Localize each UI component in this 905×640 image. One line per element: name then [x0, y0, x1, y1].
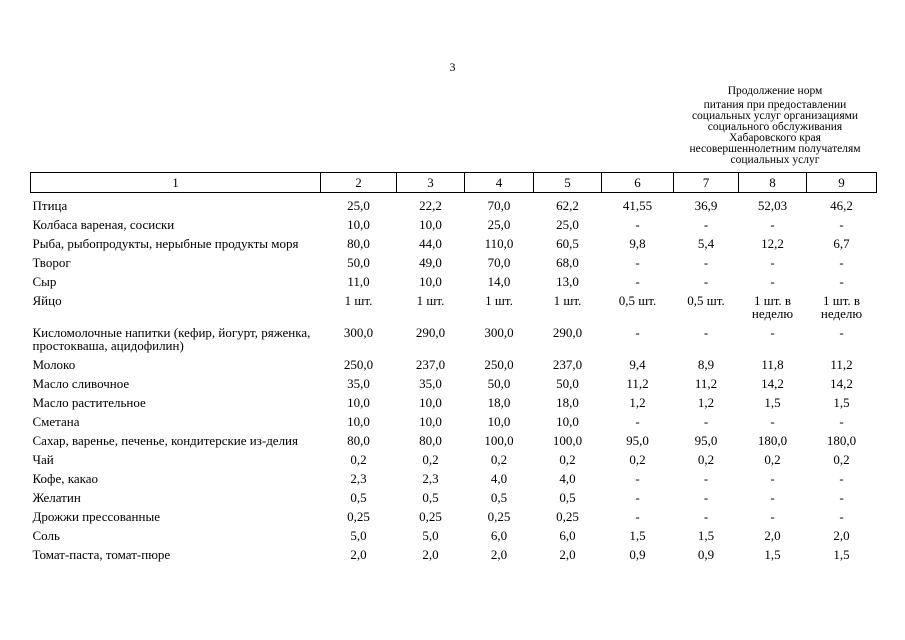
norm-value-cell: 95,0 — [626, 433, 649, 448]
norm-value-cell: 0,25 — [419, 509, 442, 524]
table-row — [31, 469, 877, 488]
product-name-cell: Птица — [32, 198, 68, 213]
norm-value-cell: 1,5 — [697, 528, 715, 543]
norm-value-cell: 14,0 — [487, 274, 511, 289]
norm-value-cell: - — [635, 471, 640, 486]
norm-value-cell: 18,0 — [487, 395, 511, 410]
norm-value-cell: 25,0 — [487, 217, 511, 232]
norm-value-cell: 10,0 — [419, 274, 442, 289]
norm-value-cell: - — [703, 325, 709, 340]
norm-value-cell: - — [703, 490, 709, 505]
norm-value-cell: 9,4 — [629, 357, 646, 372]
norm-value-cell: 10,0 — [347, 414, 370, 429]
norm-value-cell: 0,2 — [490, 452, 508, 467]
norm-value-cell: 1 шт. — [485, 293, 513, 308]
norm-value-cell: 300,0 — [484, 325, 514, 340]
norm-value-cell: 1 шт. в неделю — [751, 293, 794, 321]
norm-value-cell: 0,9 — [697, 547, 715, 562]
table-row — [31, 234, 877, 253]
norm-value-cell: - — [839, 255, 844, 270]
norm-value-cell: 1,5 — [629, 528, 646, 543]
norm-value-cell: 290,0 — [415, 325, 446, 340]
column-header: 3 — [397, 173, 465, 193]
table-row — [31, 374, 877, 393]
norm-value-cell: 0,2 — [350, 452, 367, 467]
norm-value-cell: 0,2 — [833, 452, 850, 467]
norm-value-cell: 4,0 — [559, 471, 576, 486]
norm-value-cell: - — [703, 274, 709, 289]
norm-value-cell: 13,0 — [556, 274, 579, 289]
norm-value-cell: - — [703, 414, 709, 429]
norm-value-cell: - — [703, 509, 709, 524]
product-name-cell: Колбаса вареная, сосиски — [32, 217, 175, 232]
norm-value-cell: 80,0 — [419, 433, 442, 448]
table-row — [31, 450, 877, 469]
column-header: 5 — [534, 173, 602, 193]
product-name-cell: Молоко — [32, 357, 76, 372]
norm-value-cell: 6,0 — [490, 528, 508, 543]
norm-value-cell: 14,2 — [830, 376, 853, 391]
norm-value-cell: 0,2 — [559, 452, 576, 467]
norm-value-cell: 0,2 — [764, 452, 781, 467]
norm-value-cell: 10,0 — [419, 414, 442, 429]
norm-value-cell: 2,0 — [559, 547, 576, 562]
norm-value-cell: 41,55 — [622, 198, 653, 213]
norm-value-cell: 180,0 — [757, 433, 788, 448]
norm-value-cell: 4,0 — [490, 471, 508, 486]
norm-value-cell: 9,8 — [629, 236, 646, 251]
norm-value-cell: - — [770, 471, 775, 486]
product-name-cell: Чай — [32, 452, 54, 467]
norm-value-cell: 0,5 шт. — [687, 293, 725, 308]
norm-value-cell: 100,0 — [484, 433, 514, 448]
column-header: 1 — [31, 173, 321, 193]
norm-value-cell: - — [635, 325, 640, 340]
norm-value-cell: 2,0 — [350, 547, 367, 562]
norm-value-cell: 2,0 — [490, 547, 508, 562]
norm-value-cell: - — [703, 217, 709, 232]
norm-value-cell: 1 шт. в неделю — [820, 293, 863, 321]
product-name-cell: Кофе, какао — [32, 471, 98, 486]
norm-value-cell: 2,0 — [833, 528, 850, 543]
product-name-cell: Творог — [32, 255, 71, 270]
norm-value-cell: 1 шт. — [344, 293, 373, 308]
product-name-cell: Томат-паста, томат-пюре — [32, 547, 171, 562]
norm-value-cell: 70,0 — [487, 255, 511, 270]
norm-value-cell: 8,9 — [697, 357, 715, 372]
norm-value-cell: 11,8 — [761, 357, 784, 372]
norm-value-cell: - — [770, 274, 775, 289]
norm-value-cell: 10,0 — [487, 414, 511, 429]
column-header: 6 — [602, 173, 674, 193]
norm-value-cell: 36,9 — [694, 198, 718, 213]
product-name-cell: Соль — [32, 528, 60, 543]
norm-value-cell: 44,0 — [419, 236, 442, 251]
norm-value-cell: 25,0 — [556, 217, 579, 232]
norm-value-cell: 11,2 — [626, 376, 649, 391]
product-name-cell: Масло растительное — [32, 395, 146, 410]
table-row — [31, 253, 877, 272]
product-name-cell: Сметана — [32, 414, 80, 429]
norm-value-cell: - — [839, 325, 844, 340]
norm-value-cell: - — [635, 509, 640, 524]
norm-value-cell: 10,0 — [419, 217, 442, 232]
column-header: 7 — [674, 173, 739, 193]
norm-value-cell: 1,5 — [764, 395, 781, 410]
norm-value-cell: 6,0 — [559, 528, 576, 543]
norm-value-cell: 0,2 — [697, 452, 715, 467]
table-row — [31, 215, 877, 234]
norm-value-cell: 180,0 — [826, 433, 857, 448]
norm-value-cell: 1 шт. — [416, 293, 445, 308]
continuation-subtitle: питания при предоставлении социальных услуг организациями социального обслуживания Хабаровского края несовершеннолетним получателям социальных услуг — [689, 99, 861, 166]
continuation-heading — [660, 86, 890, 166]
table-row — [31, 272, 877, 291]
norm-value-cell: - — [635, 274, 640, 289]
norm-value-cell: 80,0 — [347, 236, 370, 251]
norm-value-cell: 10,0 — [556, 414, 579, 429]
norm-value-cell: 0,2 — [422, 452, 439, 467]
norm-value-cell: - — [770, 325, 775, 340]
norm-value-cell: 25,0 — [347, 198, 370, 213]
table-row — [31, 526, 877, 545]
norm-value-cell: - — [839, 274, 844, 289]
norm-value-cell: 0,2 — [629, 452, 646, 467]
table-row — [31, 507, 877, 526]
table-row — [31, 291, 877, 323]
norm-value-cell: 0,5 шт. — [618, 293, 657, 308]
norm-value-cell: 50,0 — [556, 376, 579, 391]
table-row — [31, 488, 877, 507]
norm-value-cell: 35,0 — [347, 376, 370, 391]
norm-value-cell: 62,2 — [556, 198, 579, 213]
norm-value-cell: 1,5 — [764, 547, 781, 562]
table-row — [31, 193, 877, 216]
norm-value-cell: 1,2 — [629, 395, 646, 410]
table-row — [31, 431, 877, 450]
norm-value-cell: 50,0 — [347, 255, 370, 270]
norm-value-cell: - — [635, 490, 640, 505]
norm-value-cell: - — [635, 414, 640, 429]
norm-value-cell: - — [770, 414, 775, 429]
norm-value-cell: 300,0 — [343, 325, 374, 340]
page-number: 3 — [449, 60, 456, 74]
norm-value-cell: - — [839, 217, 844, 232]
norm-value-cell: - — [703, 255, 709, 270]
norm-value-cell: - — [770, 255, 775, 270]
norm-value-cell: 250,0 — [343, 357, 374, 372]
norm-value-cell: 237,0 — [552, 357, 583, 372]
column-header: 9 — [807, 173, 877, 193]
norm-value-cell: - — [770, 217, 775, 232]
norm-value-cell: 70,0 — [487, 198, 511, 213]
norm-value-cell: 80,0 — [347, 433, 370, 448]
norm-value-cell: 1,2 — [697, 395, 715, 410]
norm-value-cell: 2,0 — [422, 547, 439, 562]
product-name-cell: Желатин — [32, 490, 81, 505]
norm-value-cell: 49,0 — [419, 255, 442, 270]
norm-value-cell: 52,03 — [757, 198, 788, 213]
norm-value-cell: 2,0 — [764, 528, 781, 543]
norm-value-cell: - — [703, 471, 709, 486]
norm-value-cell: 50,0 — [487, 376, 511, 391]
norm-value-cell: - — [839, 490, 844, 505]
norm-value-cell: 0,25 — [556, 509, 579, 524]
product-name-cell: Сыр — [32, 274, 57, 289]
norm-value-cell: 35,0 — [419, 376, 442, 391]
product-name-cell: Кисломолочные напитки (кефир, йогурт, ряженка, простокваша, ацидофилин) — [32, 325, 311, 353]
norm-value-cell: 10,0 — [347, 217, 370, 232]
norm-value-cell: 10,0 — [419, 395, 442, 410]
norm-value-cell: 1,5 — [833, 395, 850, 410]
norm-value-cell: 18,0 — [556, 395, 579, 410]
norm-value-cell: 1 шт. — [553, 293, 582, 308]
column-header: 2 — [321, 173, 397, 193]
product-name-cell: Рыба, рыбопродукты, нерыбные продукты моря — [32, 236, 299, 251]
norm-value-cell: - — [770, 509, 775, 524]
norm-value-cell: 0,9 — [629, 547, 646, 562]
norm-value-cell: 95,0 — [694, 433, 718, 448]
norm-value-cell: 250,0 — [484, 357, 514, 372]
product-name-cell: Масло сливочное — [32, 376, 130, 391]
norm-value-cell: 0,5 — [490, 490, 508, 505]
column-header: 8 — [739, 173, 807, 193]
norm-value-cell: 0,25 — [487, 509, 511, 524]
norm-value-cell: 14,2 — [761, 376, 784, 391]
norm-value-cell: - — [635, 217, 640, 232]
norm-value-cell: 0,5 — [350, 490, 367, 505]
table-row — [31, 545, 877, 564]
norm-value-cell: 6,7 — [833, 236, 850, 251]
table-row — [31, 412, 877, 431]
norm-value-cell: - — [635, 255, 640, 270]
norm-value-cell: 5,0 — [422, 528, 439, 543]
norm-value-cell: 46,2 — [830, 198, 853, 213]
norm-value-cell: - — [839, 414, 844, 429]
norm-value-cell: 5,4 — [697, 236, 715, 251]
norm-value-cell: 110,0 — [484, 236, 514, 251]
product-name-cell: Сахар, варенье, печенье, кондитерские из-делия — [32, 433, 298, 448]
norm-value-cell: 60,5 — [556, 236, 579, 251]
norm-value-cell: 290,0 — [552, 325, 583, 340]
product-name-cell: Яйцо — [32, 293, 62, 308]
norm-value-cell: 5,0 — [350, 528, 367, 543]
column-header: 4 — [465, 173, 534, 193]
norm-value-cell: 10,0 — [347, 395, 370, 410]
product-name-cell: Дрожжи прессованные — [32, 509, 160, 524]
norm-value-cell: 237,0 — [415, 357, 446, 372]
norm-value-cell: - — [839, 509, 844, 524]
norm-value-cell: 1,5 — [833, 547, 850, 562]
norm-value-cell: - — [770, 490, 775, 505]
norm-value-cell: 11,2 — [694, 376, 718, 391]
table-row — [31, 323, 877, 355]
norm-value-cell: 0,25 — [347, 509, 370, 524]
nutrition-norms-table — [30, 172, 877, 564]
norm-value-cell: 68,0 — [556, 255, 579, 270]
norm-value-cell: - — [839, 471, 844, 486]
table-row — [31, 355, 877, 374]
table-row — [31, 393, 877, 412]
norm-value-cell: 0,5 — [422, 490, 439, 505]
norm-value-cell: 11,0 — [347, 274, 370, 289]
norm-value-cell: 12,2 — [761, 236, 784, 251]
norm-value-cell: 100,0 — [552, 433, 583, 448]
continuation-title: Продолжение норм — [727, 85, 823, 97]
header-row — [31, 173, 877, 193]
norm-value-cell: 11,2 — [830, 357, 853, 372]
norm-value-cell: 0,5 — [559, 490, 576, 505]
norm-value-cell: 2,3 — [422, 471, 439, 486]
norm-value-cell: 22,2 — [419, 198, 442, 213]
norm-value-cell: 2,3 — [350, 471, 367, 486]
